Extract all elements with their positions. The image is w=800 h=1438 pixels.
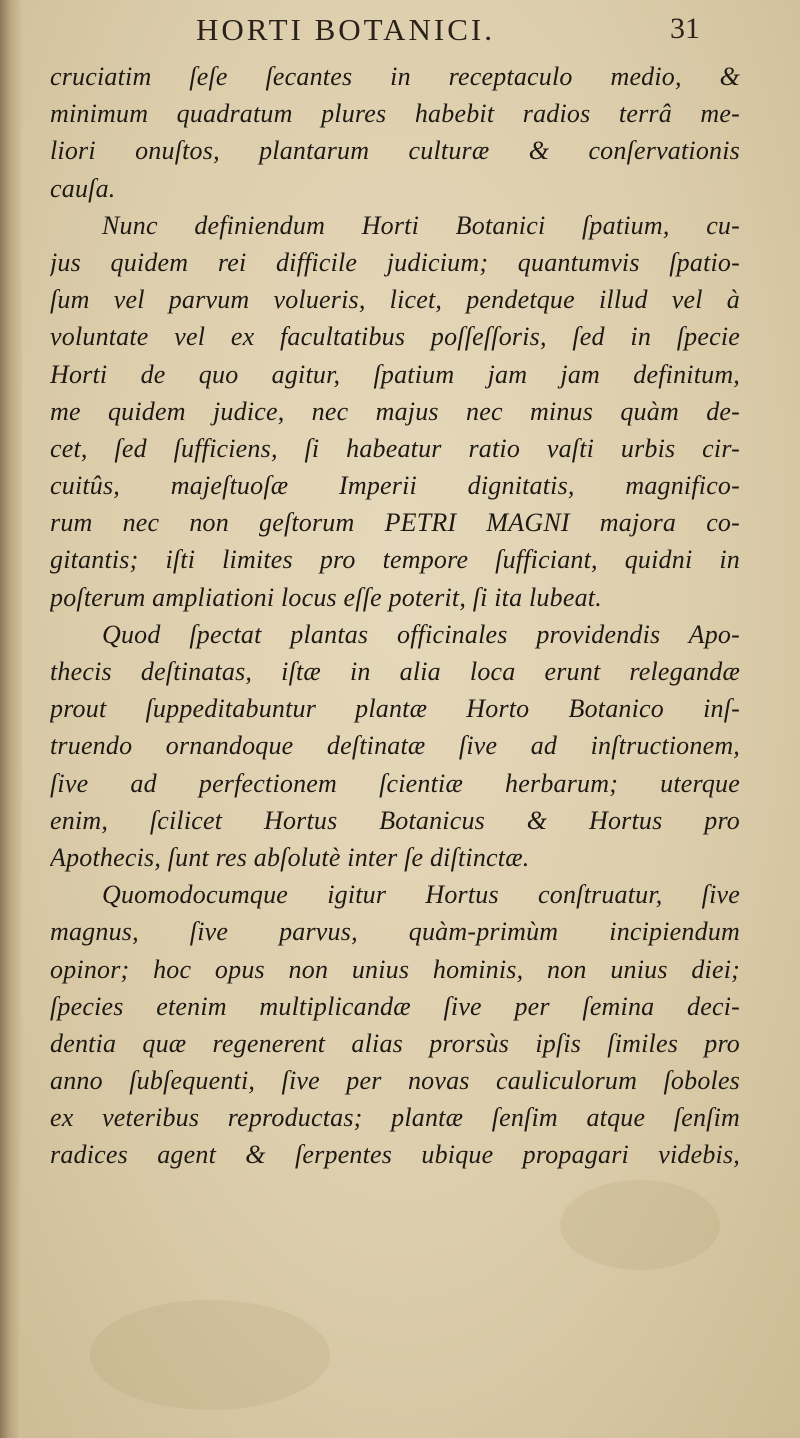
text-line: prout ſuppeditabuntur plantæ Horto Botanico inſ- (50, 694, 740, 724)
text-line: poſterum ampliationi locus eſſe poterit, ſi ita lubeat. (50, 582, 602, 612)
paragraph-start-line: Quod ſpectat plantas officinales providendis Apo- (102, 619, 740, 649)
text-line: truendo ornandoque deſtinatæ ſive ad inſtructionem, (50, 731, 740, 761)
page-number: 31 (670, 12, 700, 45)
text-line: me quidem judice, nec majus nec minus quàm de- (50, 396, 740, 426)
text-line: enim, ſcilicet Hortus Botanicus & Hortus pro (50, 805, 740, 835)
text-line: Apothecis, ſunt res abſolutè inter ſe diſtinctæ. (50, 842, 530, 872)
text-line: voluntate vel ex facultatibus poſſeſſoris, ſed in ſpecie (50, 322, 740, 352)
text-line: rum nec non geſtorum PETRI MAGNI majora co- (50, 508, 740, 538)
paragraph-start-line: Nunc definiendum Horti Botanici ſpatium, cu- (102, 210, 740, 240)
text-line: cet, ſed ſufficiens, ſi habeatur ratio vaſti urbis cir- (50, 433, 740, 463)
text-line: ex veteribus reproductas; plantæ ſenſim atque ſenſim (50, 1103, 740, 1133)
paragraph-start-line: Quomodocumque igitur Hortus conſtruatur, ſive (102, 880, 740, 910)
text-line: cauſa. (50, 173, 116, 203)
text-line: gitantis; iſti limites pro tempore ſufficiant, quidni in (50, 545, 740, 575)
paper-stain (560, 1180, 720, 1270)
body-text (50, 58, 740, 1174)
text-line: cruciatim ſeſe ſecantes in receptaculo medio, & (50, 62, 740, 91)
text-line: jus quidem rei difficile judicium; quantumvis ſpatio- (50, 247, 740, 277)
text-line: magnus, ſive parvus, quàm-primùm incipiendum (50, 917, 740, 947)
text-line: opinor; hoc opus non unius hominis, non unius diei; (50, 954, 740, 984)
text-line: liori onuſtos, plantarum culturæ & conſervationis (50, 136, 740, 166)
text-line: cuitûs, majeſtuoſæ Imperii dignitatis, magnifico- (50, 471, 740, 501)
text-line: ſpecies etenim multiplicandæ ſive per ſemina deci- (50, 991, 740, 1021)
text-line: thecis deſtinatas, iſtæ in alia loca erunt relegandæ (50, 657, 740, 686)
binding-gutter (0, 0, 22, 1438)
text-line: radices agent & ſerpentes ubique propagari videbis, (50, 1140, 740, 1170)
text-line: dentia quæ regenerent alias prorsùs ipſis ſimiles pro (50, 1028, 740, 1058)
text-line: Horti de quo agitur, ſpatium jam jam definitum, (50, 359, 740, 389)
text-line: ſive ad perfectionem ſcientiæ herbarum; uterque (50, 768, 740, 798)
text-line: ſum vel parvum volueris, licet, pendetque illud vel à (50, 285, 740, 315)
running-head (0, 12, 800, 52)
paper-stain (90, 1300, 330, 1410)
running-head-title: HORTI BOTANICI. (196, 12, 495, 47)
text-line: anno ſubſequenti, ſive per novas cauliculorum ſoboles (50, 1066, 740, 1096)
text-line: minimum quadratum plures habebit radios terrâ me- (50, 99, 740, 129)
